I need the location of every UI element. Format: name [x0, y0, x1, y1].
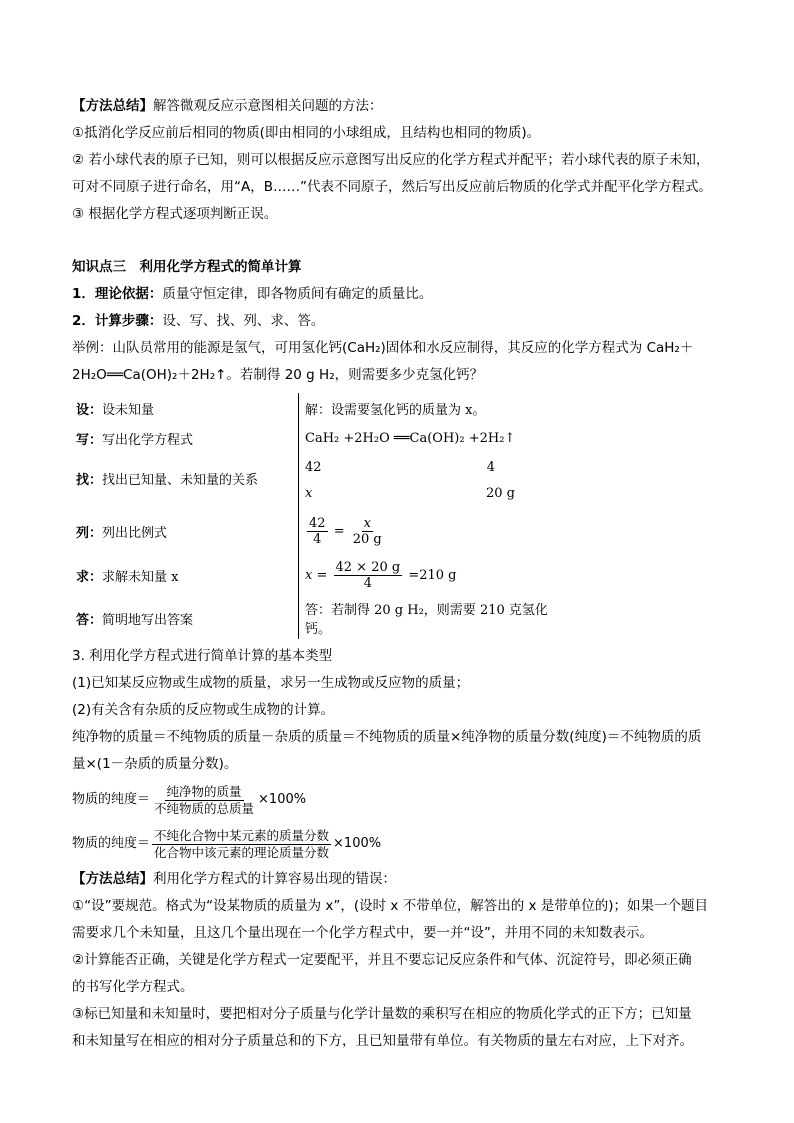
error-line: ②计算能否正确，关键是化学方程式一定要配平，并且不要忘记反应条件和气体、沉淀符号，即必须正确	[72, 952, 692, 968]
table-row: 写：写出化学方程式 CaH₂ +2H₂O ══Ca(OH)₂ +2H₂↑	[72, 423, 569, 453]
method-item-3: ③ 根据化学方程式逐项判断正误。	[72, 206, 278, 222]
purity-line-2: 量×(1－杂质的质量分数)。	[72, 756, 238, 772]
method-summary-2	[72, 866, 724, 893]
section-title: 知识点三 利用化学方程式的简单计算	[72, 259, 302, 275]
error-line: 和未知量写在相应的相对分子质量总和的下方，且已知量带有单位。有关物质的量左右对应，上下对齐。	[72, 1033, 693, 1049]
method-item-2: ② 若小球代表的原子已知，则可以根据反应示意图写出反应的化学方程式并配平；若小球代表的原子未知，	[72, 152, 710, 168]
calc-steps: 2．计算步骤：设、写、找、列、求、答。	[72, 313, 325, 329]
table-row: 设：设未知量 解：设需要氢化钙的质量为 x。	[72, 393, 569, 423]
method-summary-intro: 解答微观反应示意图相关问题的方法：	[153, 98, 383, 114]
calculation-steps-table	[72, 393, 569, 639]
document-page	[72, 93, 724, 1055]
error-line: 需要求几个未知量，且这几个量出现在一个化学方程式中，要一并“设”，并用不同的未知数表示。	[72, 925, 653, 941]
error-line: ③标已知量和未知量时，要把相对分子质量与化学计量数的乘积写在相应的物质化学式的正下方；已知量	[72, 1006, 692, 1022]
type-2: (2)有关含有杂质的反应物或生成物的计算。	[72, 702, 335, 718]
table-row: 找：找出已知量、未知量的关系 42 4 x 20 g	[72, 453, 569, 509]
example-line-1: 举例：山队员常用的能源是氢气，可用氢化钙(CaH₂)固体和水反应制得，其反应的化学方程式为 CaH₂＋	[72, 340, 694, 356]
calc-steps-label: 计算步骤：	[94, 313, 163, 329]
error-line: 的书写化学方程式。	[72, 979, 194, 995]
ratio-fraction-right: $\frac{x}{20 g}$	[352, 515, 382, 547]
table-row: 求：求解未知量 x x = $\frac{42 \times 20 g}{4}$ =210 g	[72, 553, 569, 597]
solve-fraction: $\frac{42 \times 20 g}{4}$	[335, 559, 401, 591]
theory-basis-text: 质量守恒定律，即各物质间有确定的质量比。	[162, 286, 433, 302]
method-summary-1	[72, 93, 724, 120]
table-row: 答：简明地写出答案 答：若制得 20 g H₂，则需要 210 克氢化钙。	[72, 597, 569, 639]
example-line-2: 2H₂O══Ca(OH)₂＋2H₂↑。若制得 20 g H₂，则需要多少克氢化钙？	[72, 367, 484, 383]
purity-formula-1: 物质的纯度＝ $\frac{\text{纯净物的质量}}{\text{不纯物质的总质量}}$ ×100%	[72, 783, 307, 816]
method-item-2-cont: 可对不同原子进行命名，用“A，B……”代表不同原子，然后写出反应前后物质的化学式并配平化学方程式。	[72, 179, 712, 195]
method-summary-heading: 【方法总结】	[72, 98, 153, 114]
theory-basis: 1．理论依据：质量守恒定律，即各物质间有确定的质量比。	[72, 286, 433, 302]
error-line: ①“设”要规范。格式为“设某物质的质量为 x”，(设时 x 不带单位，解答出的 x 是带单位的)；如果一个题目	[72, 898, 709, 914]
type-1: (1)已知某反应物或生成物的质量，求另一生成物或反应物的质量；	[72, 675, 470, 691]
ratio-fraction-left: $\frac{42}{4}$	[309, 515, 326, 547]
table-row: 列：列出比例式 $\frac{42}{4}$ = $\frac{x}{20 g}$	[72, 509, 569, 553]
theory-basis-label: 理论依据：	[94, 286, 163, 302]
purity-formula-2: 物质的纯度＝ $\frac{\text{不纯化合物中某元素的质量分数}}{\text{化合物中该元素的理论质量分数}}$ ×100%	[72, 827, 382, 860]
calc-steps-text: 设、写、找、列、求、答。	[162, 313, 325, 329]
method-item-1: ①抵消化学反应前后相同的物质(即由相同的小球组成，且结构也相同的物质)。	[72, 125, 541, 141]
method-summary-heading: 【方法总结】	[72, 871, 153, 887]
method-summary-intro: 利用化学方程式的计算容易出现的错误：	[153, 871, 396, 887]
purity-line-1: 纯净物的质量＝不纯物质的质量－杂质的质量＝不纯物质的质量×纯净物的质量分数(纯度)＝不纯物质的质	[72, 729, 702, 745]
basic-types-heading: 3. 利用化学方程式进行简单计算的基本类型	[72, 648, 333, 664]
